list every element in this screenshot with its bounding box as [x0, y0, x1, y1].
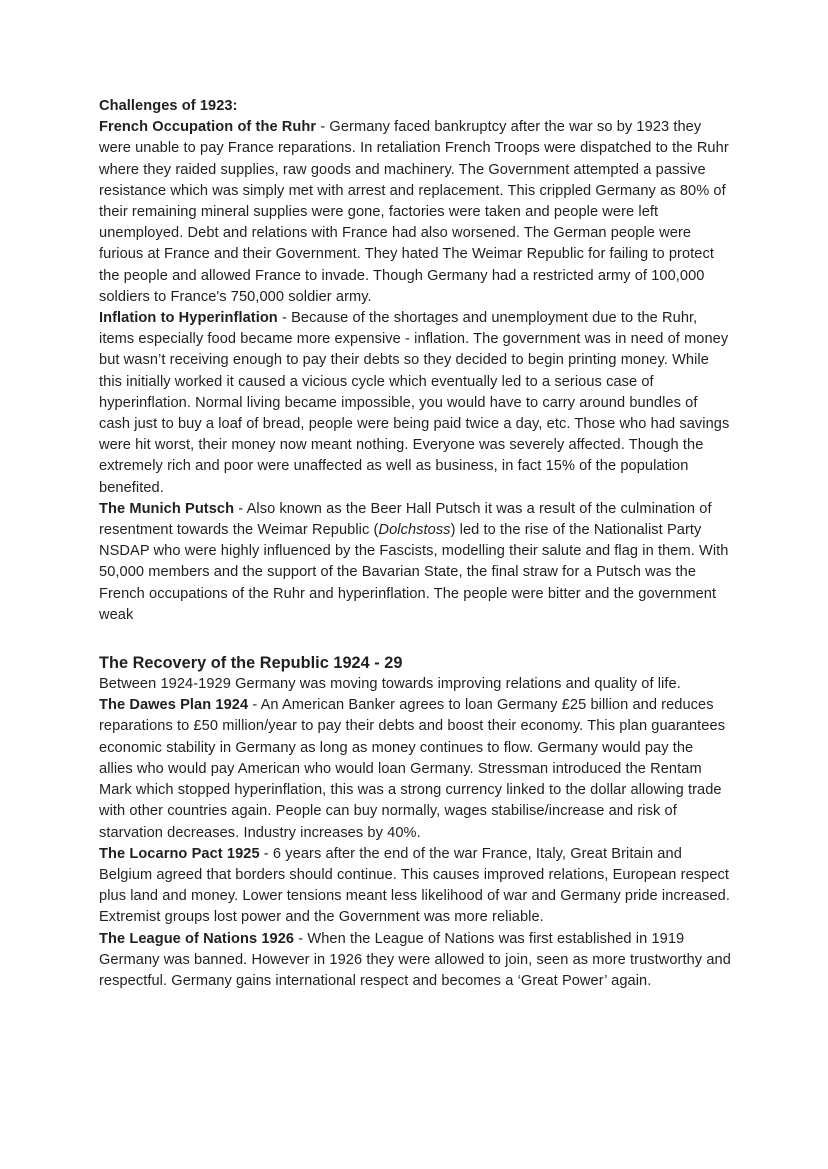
document-content	[99, 96, 731, 992]
paragraph-body-dawes-plan: - An American Banker agrees to loan Germany £25 billion and reduces reparations to £50 million/year to pay their debts and boost their economy. This plan guarantees economic stability in Germany as long as money continues to flow. Germany would pay the allies who would pay American who would loan Germany. Stressman introduced the Rentam Mark which stopped hyperinflation, this was a strong currency linked to the dollar allowing trade with other countries again. People can buy normally, wages stabilise/increase and risk of starvation decreases. Industry increases by 40%.	[99, 697, 726, 841]
paragraph-lead-league-of-nations: The League of Nations 1926	[99, 930, 295, 947]
paragraph-inflation-hyperinflation	[99, 308, 731, 499]
paragraph-body-munich-putsch-part1: - Also known as the Beer Hall Putsch it was a result of the culmination of resentment towards the Weimar Republic (	[99, 500, 712, 539]
paragraph-lead-inflation-hyperinflation: Inflation to Hyperinflation	[99, 310, 278, 327]
paragraph-lead-munich-putsch: The Munich Putsch	[99, 500, 235, 517]
section-2-intro: Between 1924-1929 Germany was moving towards improving relations and quality of life.	[99, 676, 681, 693]
paragraph-body-munich-putsch-part2: ) led to the rise of the Nationalist Party NSDAP who were highly influenced by the Fascists, modelling their salute and flag in them. With 50,000 members and the support of the Bavarian State, the final straw for a Putsch was the French occupations of the Ruhr and hyperinflation. The people were bitter and the government weak	[99, 522, 729, 623]
paragraph-body-locarno-pact: - 6 years after the end of the war France, Italy, Great Britain and Belgium agreed that borders should continue. This causes improved relations, European respect plus land and money. Lower tensions meant less likelihood of war and Germany pride increased. Extremist groups lost power and the Government was more reliable.	[99, 845, 730, 926]
section-1-heading	[99, 96, 731, 117]
paragraph-body-league-of-nations: - When the League of Nations was first established in 1919 Germany was banned. However in 1926 they were allowed to join, seen as more trustworthy and respectful. Germany gains international respect and becomes a ‘Great Power’ again.	[99, 930, 731, 989]
paragraph-body-inflation-hyperinflation: - Because of the shortages and unemployment due to the Ruhr, items especially food became more expensive - inflation. The government was in need of money but wasn’t receiving enough to pay their debts so they decided to begin printing money. While this initially worked it caused a vicious cycle which eventually led to a serious case of hyperinflation. Normal living became impossible, you would have to carry around bundles of cash just to buy a loaf of bread, people were being paid twice a day, etc. Those who had savings were hit worst, their money now meant nothing. Everyone was severely affected. Though the extremely rich and poor were unaffected as well as business, in fact 15% of the population benefited.	[99, 310, 730, 496]
paragraph-munich-putsch	[99, 499, 731, 626]
paragraph-lead-french-occupation: French Occupation of the Ruhr	[99, 119, 317, 136]
section-2-heading: The Recovery of the Republic 1924 - 29	[99, 654, 403, 673]
paragraph-dawes-plan	[99, 695, 731, 843]
paragraph-french-occupation	[99, 117, 731, 308]
paragraph-locarno-pact	[99, 844, 731, 929]
paragraph-body-french-occupation: - Germany faced bankruptcy after the war so by 1923 they were unable to pay France reparations. In retaliation French Troops were dispatched to the Ruhr where they raided supplies, raw goods and machinery. The Government attempted a passive resistance which was simply met with arrest and replacement. This crippled Germany as 80% of their remaining mineral supplies were gone, factories were taken and people were left unemployed. Debt and relations with France had also worsened. The German people were furious at France and their Government. They hated The Weimar Republic for failing to protect the people and allowed France to invade. Though Germany had a restricted army of 100,000 soldiers to France's 750,000 soldier army.	[99, 119, 729, 305]
italic-term-dolchstoss: Dolchstoss	[378, 522, 451, 539]
section-divider-spacer	[99, 626, 731, 652]
paragraph-lead-dawes-plan: The Dawes Plan 1924	[99, 697, 249, 714]
paragraph-lead-locarno-pact: The Locarno Pact 1925	[99, 845, 260, 862]
section-1-heading-text: Challenges of 1923:	[99, 98, 238, 114]
paragraph-league-of-nations	[99, 929, 731, 993]
